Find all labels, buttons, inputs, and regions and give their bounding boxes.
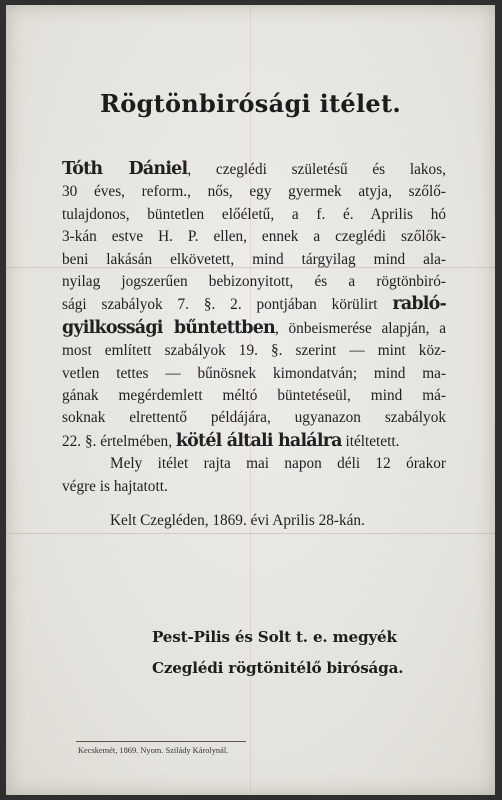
body-text: Mely itélet rajta mai napon déli 12 órakor [110, 455, 446, 473]
body-text: , czeglédi születésű és lakos, [187, 161, 446, 178]
body-text: itéltetett. [341, 432, 400, 450]
body-line [62, 385, 446, 407]
body-line [62, 430, 446, 453]
body-text: Kelt Czegléden, 1869. évi Aprilis 28-kán. [110, 512, 365, 530]
document-title: Rögtönbirósági itélet. [99, 89, 402, 118]
emphasized-text: Tóth Dániel [62, 159, 188, 179]
body-text: vetlen tettes — bűnösnek kimondatván; mind ma- [62, 364, 446, 382]
body-line [62, 204, 446, 226]
body-text: 3-kán estve H. P. ellen, ennek a czeglédi szőlők- [62, 228, 446, 246]
body-text: soknak elrettentő példájára, ugyanazon szabályok [62, 409, 446, 427]
body-line [62, 317, 446, 340]
issuing-court [152, 622, 472, 684]
body-text: nyilag jogszerűen bebizonyitott, és a rögtönbiró- [62, 273, 446, 291]
body-text: tulajdonos, büntetlen előéletű, a f. é. Aprilis hó [62, 205, 446, 223]
printer-imprint: Kecskemét, 1869. Nyom. Szilády Károlynál. [78, 746, 229, 755]
body-line [62, 249, 446, 271]
paragraph-spacer [62, 498, 446, 510]
emphasized-text: gyilkossági bűntettben [62, 317, 275, 338]
body-line [62, 510, 446, 532]
body-line [62, 453, 446, 475]
body-text: 30 éves, reform., nős, egy gyermek atyja, szőlő- [62, 183, 446, 201]
body-line [62, 407, 446, 429]
body-line [62, 226, 446, 248]
body-text: végre is hajtatott. [62, 477, 168, 495]
body-line [62, 181, 446, 203]
body-text: sági szabályok 7. §. 2. pontjában körülirt [62, 296, 393, 314]
body-line [62, 340, 446, 362]
emphasized-text: rabló- [392, 294, 446, 315]
signature-line: Pest-Pilis és Solt t. e. megyék [152, 628, 397, 646]
body-text: beni lakásán elkövetett, mind tárgyilag mind ala- [62, 250, 446, 268]
body-text: 22. §. értelmében, [62, 432, 176, 450]
body-text: , önbeismerése alapján, a [274, 319, 446, 337]
divider [76, 741, 246, 742]
verdict-body [62, 158, 446, 533]
document-sheet [6, 5, 495, 795]
body-line [62, 476, 446, 498]
body-line [62, 293, 446, 316]
body-line [62, 158, 446, 181]
body-line [62, 271, 446, 293]
body-text: most említett szabályok 19. §. szerint — mint köz- [62, 342, 446, 360]
emphasized-text: kötél általi halálra [175, 430, 342, 451]
body-line [62, 363, 446, 385]
body-text: gának megérdemlett méltó büntetéseül, mind má- [62, 387, 446, 405]
signature-line: Czeglédi rögtönitélő birósága. [152, 659, 404, 677]
